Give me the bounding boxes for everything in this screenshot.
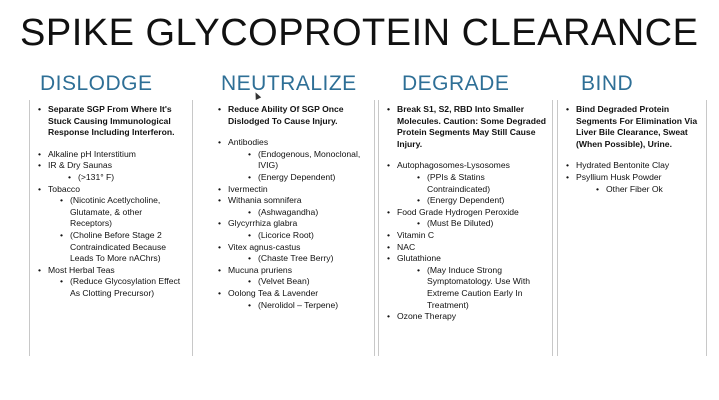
list-item: • (Licorice Root): [216, 230, 368, 242]
list-item: • Ozone Therapy: [385, 311, 546, 323]
list-item: • (Endogenous, Monoclonal, IVIG): [216, 149, 368, 172]
neutralize-list: [210, 100, 375, 356]
dislodge-list: [29, 100, 193, 356]
list-item: • Bind Degraded Protein Segments For Elimination Via Liver Bile Clearance, Sweat (When Possible), Urine.: [564, 104, 700, 150]
list-item: • Break S1, S2, RBD Into Smaller Molecules. Caution: Some Degraded Protein Segments May Still Cause Injury.: [385, 104, 546, 150]
list-item: • Psyllium Husk Powder: [564, 172, 700, 184]
list-item: • Reduce Ability Of SGP Once Dislodged To Cause Injury.: [216, 104, 368, 127]
degrade-list: [378, 100, 553, 356]
list-item: • Vitamin C: [385, 230, 546, 242]
list-item: • Tobacco: [36, 184, 186, 196]
list-item: • (Ashwagandha): [216, 207, 368, 219]
bind-list: [557, 100, 707, 356]
list-item: • (PPIs & Statins Contraindicated): [385, 172, 546, 195]
list-item: • Mucuna pruriens: [216, 265, 368, 277]
column-heading-degrade: DEGRADE: [402, 72, 510, 95]
list-item: • (Nerolidol – Terpene): [216, 300, 368, 312]
list-item: • Separate SGP From Where It's Stuck Causing Immunological Response Including Interferon.: [36, 104, 186, 139]
list-item: • (Velvet Bean): [216, 276, 368, 288]
list-item: • Alkaline pH Interstitium: [36, 149, 186, 161]
column-heading-dislodge: DISLODGE: [40, 72, 153, 95]
list-item: • (>131° F): [36, 172, 186, 184]
list-item: • (Energy Dependent): [216, 172, 368, 184]
list-item: • NAC: [385, 242, 546, 254]
list-item: • Other Fiber Ok: [564, 184, 700, 196]
slide-title: SPIKE GLYCOPROTEIN CLEARANCE: [20, 12, 699, 54]
list-item: • (May Induce Strong Symptomatology. Use With Extreme Caution Early In Treatment): [385, 265, 546, 311]
list-item: • (Reduce Glycosylation Effect As Clotting Precursor): [36, 276, 186, 299]
list-item: • (Choline Before Stage 2 Contraindicated Because Leads To More nAChrs): [36, 230, 186, 265]
list-item: • Food Grade Hydrogen Peroxide: [385, 207, 546, 219]
list-item: • Ivermectin: [216, 184, 368, 196]
list-item: • (Energy Dependent): [385, 195, 546, 207]
list-item: • Hydrated Bentonite Clay: [564, 160, 700, 172]
list-item: • Withania somnifera: [216, 195, 368, 207]
list-item: • Glycyrrhiza glabra: [216, 218, 368, 230]
column-heading-bind: BIND: [581, 72, 634, 95]
list-item: • Autophagosomes-Lysosomes: [385, 160, 546, 172]
list-item: • IR & Dry Saunas: [36, 160, 186, 172]
list-item: • Glutathione: [385, 253, 546, 265]
column-heading-neutralize: NEUTRALIZE: [221, 72, 357, 95]
list-item: • (Must Be Diluted): [385, 218, 546, 230]
list-item: • Vitex agnus-castus: [216, 242, 368, 254]
list-item: • (Nicotinic Acetlycholine, Glutamate, & other Receptors): [36, 195, 186, 230]
list-item: • Oolong Tea & Lavender: [216, 288, 368, 300]
list-item: • Most Herbal Teas: [36, 265, 186, 277]
list-item: • (Chaste Tree Berry): [216, 253, 368, 265]
list-item: • Antibodies: [216, 137, 368, 149]
